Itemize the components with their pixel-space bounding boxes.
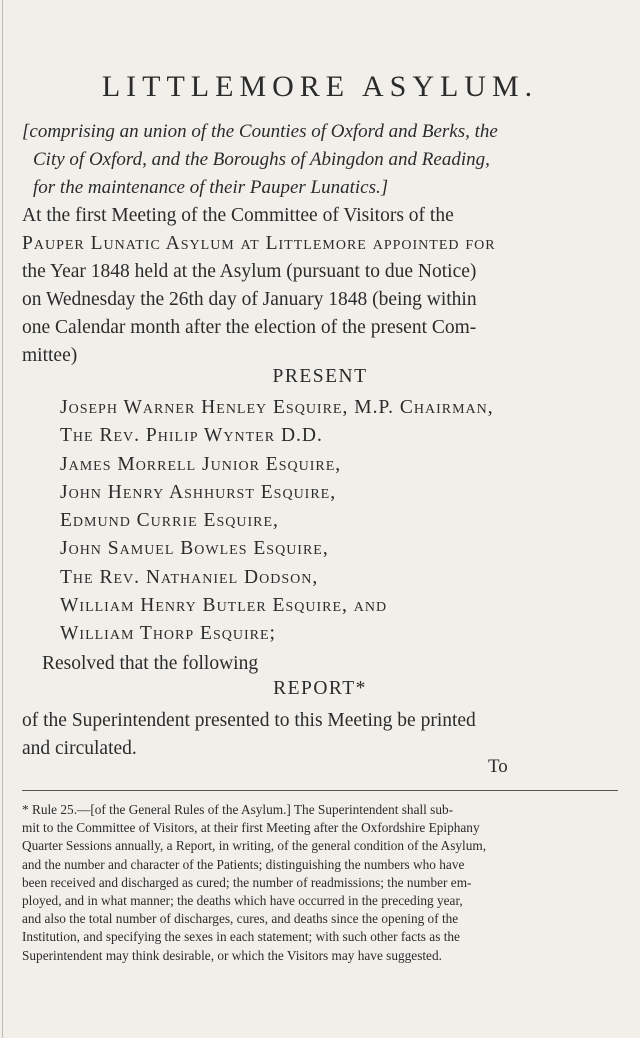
intro-line: City of Oxford, and the Boroughs of Abingdon and Reading,: [33, 149, 490, 170]
meeting-line: one Calendar month after the election of the present Com-: [22, 317, 477, 338]
meeting-line: mittee): [22, 345, 78, 366]
report-line: of the Superintendent presented to this Meeting be printed: [22, 710, 476, 731]
catchword: To: [488, 756, 508, 777]
member-entry: Edmund Currie Esquire,: [60, 510, 279, 532]
footnote-line: Quarter Sessions annually, a Report, in writing, of the general condition of the Asylum,: [22, 838, 487, 854]
footnote-line: * Rule 25.—[of the General Rules of the Asylum.] The Superintendent shall sub-: [22, 802, 454, 817]
footnote-rule: [22, 790, 618, 791]
report-paragraph: [22, 707, 622, 763]
page-title: LITTLEMORE ASYLUM.: [101, 70, 539, 103]
intro-line: [comprising an union of the Counties of Oxford and Berks, the: [22, 121, 498, 142]
present-heading: PRESENT: [272, 366, 368, 387]
members-list: [60, 394, 630, 649]
member-entry: John Samuel Bowles Esquire,: [60, 538, 329, 560]
resolved-line: Resolved that the following: [42, 653, 259, 674]
member-entry: The Rev. Philip Wynter D.D.: [60, 425, 323, 447]
member-entry: Joseph Warner Henley Esquire, M.P. Chairman,: [60, 397, 494, 418]
meeting-line: on Wednesday the 26th day of January 1848 (being within: [22, 289, 477, 310]
member-entry: John Henry Ashhurst Esquire,: [60, 481, 337, 503]
footnote: [22, 801, 620, 965]
footnote-line: Superintendent may think desirable, or which the Visitors may have suggested.: [22, 947, 442, 963]
report-line: and circulated.: [22, 738, 137, 759]
intro-line: for the maintenance of their Pauper Lunatics.]: [33, 177, 389, 198]
meeting-line: Pauper Lunatic Asylum at Littlemore appointed for: [22, 233, 496, 254]
member-entry: William Henry Butler Esquire, and: [60, 595, 388, 617]
footnote-line: mit to the Committee of Visitors, at their first Meeting after the Oxfordshire Epiphany: [22, 820, 480, 836]
footnote-line: Institution, and specifying the sexes in each statement; with such other facts as the: [22, 929, 460, 945]
report-heading: REPORT*: [273, 678, 367, 699]
intro-bracketed-text: [22, 118, 622, 202]
member-entry: The Rev. Nathaniel Dodson,: [60, 566, 319, 588]
meeting-line: At the first Meeting of the Committee of Visitors of the: [22, 205, 454, 226]
member-entry: William Thorp Esquire;: [60, 623, 276, 645]
footnote-line: and the number and character of the Patients; distinguishing the numbers who have: [22, 856, 465, 872]
member-entry: James Morrell Junior Esquire,: [60, 453, 342, 475]
meeting-line: the Year 1848 held at the Asylum (pursuant to due Notice): [22, 261, 477, 282]
meeting-paragraph: [22, 202, 622, 370]
footnote-line: ployed, and in what manner; the deaths which have occurred in the preceding year,: [22, 893, 463, 909]
page-edge-shadow: [2, 0, 3, 1038]
footnote-line: and also the total number of discharges, cures, and deaths since the opening of the: [22, 911, 459, 927]
footnote-line: been received and discharged as cured; the number of readmissions; the number em-: [22, 874, 472, 890]
